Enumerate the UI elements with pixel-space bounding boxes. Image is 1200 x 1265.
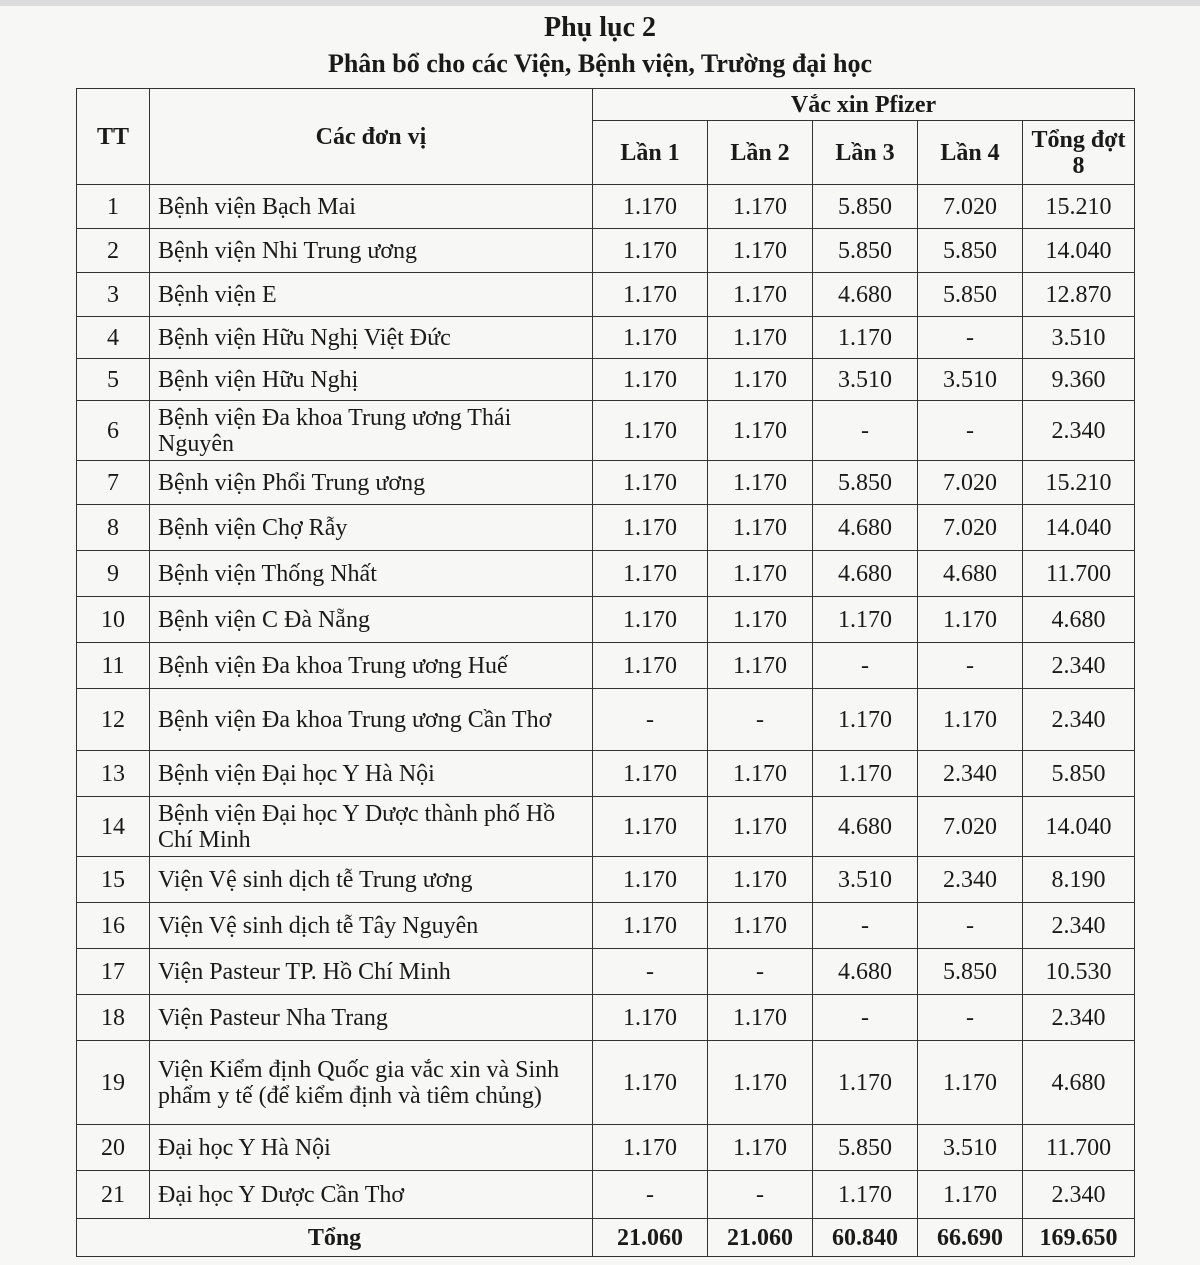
row-number: 7	[77, 461, 150, 505]
cell-lan-2: 1.170	[708, 229, 813, 273]
table-body	[77, 185, 1135, 1219]
cell-lan-2: 1.170	[708, 597, 813, 643]
cell-lan-4: -	[918, 995, 1023, 1041]
header-lan-1: Lần 1	[593, 121, 708, 185]
unit-name: Viện Kiểm định Quốc gia vắc xin và Sinh phẩm y tế (để kiểm định và tiêm chủng)	[150, 1041, 593, 1125]
total-row	[77, 1219, 1135, 1257]
cell-lan-2: 1.170	[708, 1041, 813, 1125]
cell-lan-3: 3.510	[813, 857, 918, 903]
cell-total: 4.680	[1023, 597, 1135, 643]
table-row	[77, 903, 1135, 949]
table-row	[77, 643, 1135, 689]
cell-lan-1: 1.170	[593, 1125, 708, 1171]
cell-total: 15.210	[1023, 185, 1135, 229]
unit-name: Bệnh viện Thống Nhất	[150, 551, 593, 597]
total-lan-4: 66.690	[918, 1219, 1023, 1257]
unit-name: Bệnh viện Đa khoa Trung ương Cần Thơ	[150, 689, 593, 751]
cell-total: 3.510	[1023, 317, 1135, 359]
cell-lan-1: 1.170	[593, 1041, 708, 1125]
cell-total: 14.040	[1023, 797, 1135, 857]
row-number: 21	[77, 1171, 150, 1219]
cell-lan-4: 5.850	[918, 229, 1023, 273]
table-row	[77, 185, 1135, 229]
cell-lan-3: 1.170	[813, 317, 918, 359]
cell-lan-4: 2.340	[918, 751, 1023, 797]
row-number: 5	[77, 359, 150, 401]
cell-lan-3: 4.680	[813, 273, 918, 317]
unit-name: Bệnh viện Hữu Nghị	[150, 359, 593, 401]
table-row	[77, 229, 1135, 273]
cell-lan-2: 1.170	[708, 359, 813, 401]
cell-lan-1: 1.170	[593, 751, 708, 797]
cell-total: 5.850	[1023, 751, 1135, 797]
cell-lan-4: -	[918, 317, 1023, 359]
cell-lan-1: 1.170	[593, 797, 708, 857]
header-vaccine: Vắc xin Pfizer	[593, 89, 1135, 121]
unit-name: Đại học Y Hà Nội	[150, 1125, 593, 1171]
cell-lan-2: 1.170	[708, 273, 813, 317]
cell-lan-4: 5.850	[918, 273, 1023, 317]
cell-lan-4: 7.020	[918, 505, 1023, 551]
cell-lan-3: 5.850	[813, 1125, 918, 1171]
unit-name: Viện Vệ sinh dịch tễ Trung ương	[150, 857, 593, 903]
cell-lan-1: 1.170	[593, 505, 708, 551]
header-total: Tổng đợt 8	[1023, 121, 1135, 185]
table-row	[77, 461, 1135, 505]
unit-name: Bệnh viện Nhi Trung ương	[150, 229, 593, 273]
row-number: 1	[77, 185, 150, 229]
header-unit: Các đơn vị	[150, 89, 593, 185]
cell-lan-2: 1.170	[708, 505, 813, 551]
cell-lan-4: 1.170	[918, 597, 1023, 643]
allocation-table	[76, 88, 1135, 1257]
cell-lan-3: -	[813, 903, 918, 949]
cell-total: 12.870	[1023, 273, 1135, 317]
table-row	[77, 551, 1135, 597]
cell-lan-1: 1.170	[593, 273, 708, 317]
cell-total: 2.340	[1023, 643, 1135, 689]
table-row	[77, 797, 1135, 857]
cell-lan-4: 5.850	[918, 949, 1023, 995]
cell-lan-1: 1.170	[593, 229, 708, 273]
cell-lan-2: 1.170	[708, 185, 813, 229]
row-number: 8	[77, 505, 150, 551]
cell-total: 9.360	[1023, 359, 1135, 401]
cell-total: 2.340	[1023, 689, 1135, 751]
row-number: 17	[77, 949, 150, 995]
table-row	[77, 949, 1135, 995]
table-row	[77, 1125, 1135, 1171]
cell-total: 4.680	[1023, 1041, 1135, 1125]
row-number: 20	[77, 1125, 150, 1171]
header-lan-2: Lần 2	[708, 121, 813, 185]
unit-name: Viện Vệ sinh dịch tễ Tây Nguyên	[150, 903, 593, 949]
row-number: 2	[77, 229, 150, 273]
row-number: 16	[77, 903, 150, 949]
cell-total: 2.340	[1023, 903, 1135, 949]
cell-total: 2.340	[1023, 995, 1135, 1041]
cell-lan-1: 1.170	[593, 185, 708, 229]
cell-lan-1: 1.170	[593, 995, 708, 1041]
cell-lan-4: 7.020	[918, 461, 1023, 505]
unit-name: Bệnh viện Phổi Trung ương	[150, 461, 593, 505]
cell-lan-3: 4.680	[813, 949, 918, 995]
cell-lan-4: 1.170	[918, 1041, 1023, 1125]
table-row	[77, 1041, 1135, 1125]
table-row	[77, 751, 1135, 797]
cell-lan-3: 4.680	[813, 505, 918, 551]
cell-lan-2: 1.170	[708, 317, 813, 359]
unit-name: Bệnh viện Đại học Y Dược thành phố Hồ Chí Minh	[150, 797, 593, 857]
table-row	[77, 995, 1135, 1041]
table-row	[77, 401, 1135, 461]
table-row	[77, 505, 1135, 551]
cell-lan-4: 3.510	[918, 1125, 1023, 1171]
row-number: 19	[77, 1041, 150, 1125]
header-lan-4: Lần 4	[918, 121, 1023, 185]
cell-lan-2: 1.170	[708, 751, 813, 797]
cell-lan-2: 1.170	[708, 551, 813, 597]
cell-total: 8.190	[1023, 857, 1135, 903]
page-title: Phụ lục 2	[543, 12, 657, 43]
cell-lan-1: 1.170	[593, 359, 708, 401]
total-label: Tổng	[77, 1219, 593, 1257]
cell-lan-2: 1.170	[708, 903, 813, 949]
table-row	[77, 359, 1135, 401]
unit-name: Bệnh viện Đại học Y Hà Nội	[150, 751, 593, 797]
row-number: 13	[77, 751, 150, 797]
cell-lan-2: 1.170	[708, 1125, 813, 1171]
header-lan-3: Lần 3	[813, 121, 918, 185]
cell-lan-4: 2.340	[918, 857, 1023, 903]
cell-lan-4: -	[918, 903, 1023, 949]
table-row	[77, 317, 1135, 359]
total-lan-2: 21.060	[708, 1219, 813, 1257]
cell-lan-3: 1.170	[813, 597, 918, 643]
table-row	[77, 857, 1135, 903]
unit-name: Bệnh viện Bạch Mai	[150, 185, 593, 229]
cell-lan-1: 1.170	[593, 857, 708, 903]
cell-lan-4: 4.680	[918, 551, 1023, 597]
row-number: 18	[77, 995, 150, 1041]
cell-total: 11.700	[1023, 551, 1135, 597]
row-number: 15	[77, 857, 150, 903]
cell-lan-2: 1.170	[708, 401, 813, 461]
unit-name: Viện Pasteur Nha Trang	[150, 995, 593, 1041]
cell-lan-2: 1.170	[708, 857, 813, 903]
unit-name: Bệnh viện Chợ Rẫy	[150, 505, 593, 551]
cell-lan-2: 1.170	[708, 995, 813, 1041]
unit-name: Bệnh viện Đa khoa Trung ương Thái Nguyên	[150, 401, 593, 461]
cell-lan-3: 1.170	[813, 689, 918, 751]
cell-lan-3: 1.170	[813, 1041, 918, 1125]
cell-lan-1: 1.170	[593, 551, 708, 597]
table-row	[77, 1171, 1135, 1219]
cell-lan-4: -	[918, 643, 1023, 689]
cell-lan-2: -	[708, 949, 813, 995]
table-row	[77, 597, 1135, 643]
total-lan-3: 60.840	[813, 1219, 918, 1257]
unit-name: Viện Pasteur TP. Hồ Chí Minh	[150, 949, 593, 995]
table-header	[77, 89, 1135, 185]
cell-lan-1: 1.170	[593, 461, 708, 505]
total-grand: 169.650	[1023, 1219, 1135, 1257]
cell-total: 15.210	[1023, 461, 1135, 505]
row-number: 6	[77, 401, 150, 461]
row-number: 12	[77, 689, 150, 751]
cell-total: 2.340	[1023, 1171, 1135, 1219]
total-lan-1: 21.060	[593, 1219, 708, 1257]
cell-total: 14.040	[1023, 505, 1135, 551]
table-row	[77, 273, 1135, 317]
cell-lan-3: -	[813, 643, 918, 689]
row-number: 14	[77, 797, 150, 857]
header-tt: TT	[77, 89, 150, 185]
cell-lan-1: -	[593, 949, 708, 995]
cell-total: 11.700	[1023, 1125, 1135, 1171]
cell-lan-2: 1.170	[708, 643, 813, 689]
cell-total: 2.340	[1023, 401, 1135, 461]
cell-lan-4: 7.020	[918, 797, 1023, 857]
cell-lan-4: 1.170	[918, 689, 1023, 751]
cell-lan-1: 1.170	[593, 597, 708, 643]
cell-lan-1: 1.170	[593, 643, 708, 689]
cell-lan-3: 5.850	[813, 461, 918, 505]
cell-lan-3: 5.850	[813, 229, 918, 273]
row-number: 10	[77, 597, 150, 643]
cell-lan-2: 1.170	[708, 461, 813, 505]
cell-lan-1: -	[593, 689, 708, 751]
table-footer	[77, 1219, 1135, 1257]
cell-lan-2: 1.170	[708, 797, 813, 857]
cell-lan-2: -	[708, 689, 813, 751]
row-number: 3	[77, 273, 150, 317]
row-number: 11	[77, 643, 150, 689]
cell-total: 14.040	[1023, 229, 1135, 273]
unit-name: Bệnh viện Hữu Nghị Việt Đức	[150, 317, 593, 359]
cell-lan-3: 1.170	[813, 1171, 918, 1219]
cell-lan-3: -	[813, 401, 918, 461]
row-number: 4	[77, 317, 150, 359]
cell-lan-3: 4.680	[813, 797, 918, 857]
unit-name: Bệnh viện Đa khoa Trung ương Huế	[150, 643, 593, 689]
cell-lan-1: -	[593, 1171, 708, 1219]
row-number: 9	[77, 551, 150, 597]
cell-total: 10.530	[1023, 949, 1135, 995]
cell-lan-3: 1.170	[813, 751, 918, 797]
cell-lan-1: 1.170	[593, 401, 708, 461]
cell-lan-2: -	[708, 1171, 813, 1219]
cell-lan-3: -	[813, 995, 918, 1041]
unit-name: Bệnh viện C Đà Nẵng	[150, 597, 593, 643]
top-edge-bar	[0, 0, 1200, 6]
cell-lan-4: -	[918, 401, 1023, 461]
table-row	[77, 689, 1135, 751]
cell-lan-3: 5.850	[813, 185, 918, 229]
cell-lan-1: 1.170	[593, 903, 708, 949]
cell-lan-1: 1.170	[593, 317, 708, 359]
unit-name: Bệnh viện E	[150, 273, 593, 317]
cell-lan-4: 7.020	[918, 185, 1023, 229]
unit-name: Đại học Y Dược Cần Thơ	[150, 1171, 593, 1219]
cell-lan-3: 3.510	[813, 359, 918, 401]
cell-lan-4: 3.510	[918, 359, 1023, 401]
page-subtitle: Phân bổ cho các Viện, Bệnh viện, Trường đại học	[327, 49, 873, 78]
cell-lan-4: 1.170	[918, 1171, 1023, 1219]
cell-lan-3: 4.680	[813, 551, 918, 597]
